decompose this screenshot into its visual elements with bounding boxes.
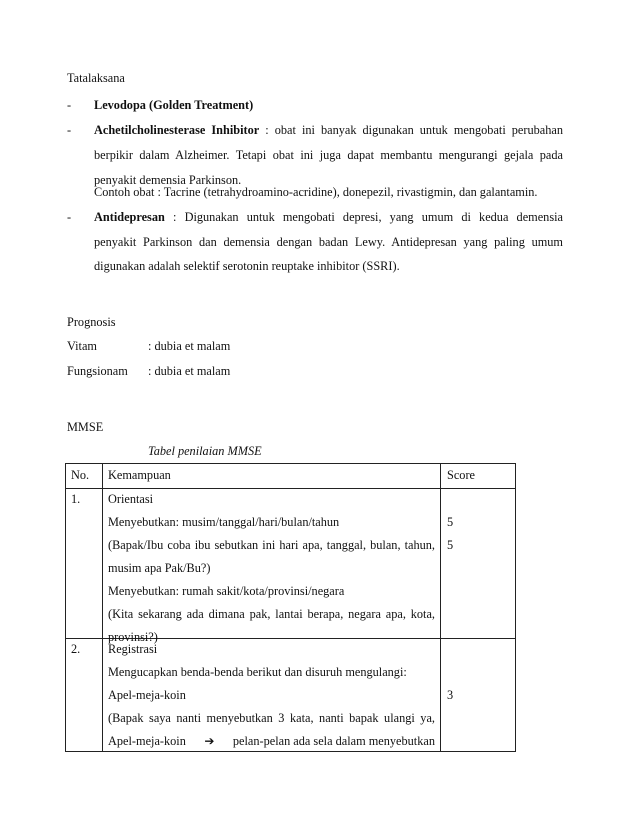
prognosis-fungsionam-value: : dubia et malam [148,364,231,378]
ache-inhibitor-label: Achetilcholinesterase Inhibitor [94,123,260,137]
antidepresan-line2: penyakit Parkinson dan demensia dengan badan Lewy. Antidepresan yang paling umum [94,235,563,249]
antidepresan-label: Antidepresan [94,210,165,224]
prognosis-vitam-label: Vitam [67,339,97,353]
mmse-heading: MMSE [67,420,104,434]
prognosis-vitam-value: : dubia et malam [148,339,231,353]
antidepresan-desc: : Digunakan untuk mengobati depresi, yang umum di kedua demensia [173,210,563,224]
row1-score-cell [441,489,516,639]
registrasi-l4: (Bapak saya nanti menyebutkan 3 kata, nanti bapak ulangi ya, [108,711,435,725]
bullet-dash: - [67,98,72,112]
orientasi-l4: musim apa Pak/Bu?) [108,561,211,575]
prognosis-fungsionam-label: Fungsionam [67,364,128,378]
registrasi-l5-end: pelan-pelan ada sela dalam menyebutkan [232,734,435,748]
header-kemampuan [103,464,441,489]
orientasi-l3: (Bapak/Ibu coba ibu sebutkan ini hari apa, tanggal, bulan, tahun, [108,538,435,552]
row2-score-cell [441,639,516,752]
ache-inhibitor-desc: : obat ini banyak digunakan untuk mengobati perubahan [265,123,563,137]
ache-inhibitor-example: Contoh obat : Tacrine (tetrahydroamino-acridine), donepezil, rivastigmin, dan galantamin. [94,185,538,199]
orientasi-l5: Menyebutkan: rumah sakit/kota/provinsi/negara [108,584,345,598]
orientasi-l6: (Kita sekarang ada dimana pak, lantai berapa, negara apa, kota, [108,607,435,621]
registrasi-l5-start: Apel-meja-koin [108,734,186,748]
bullet-dash: - [67,210,72,224]
registrasi-l3: Apel-meja-koin [108,688,186,702]
mmse-table [65,463,516,752]
ache-inhibitor-line2: berpikir dalam Alzheimer. Tetapi obat ini juga dapat membantu mengurangi gejala pada [94,148,563,162]
header-no [66,464,103,489]
bullet-dash: - [67,123,72,137]
header-score [441,464,516,489]
orientasi-l7: provinsi?) [108,630,158,644]
table-row [66,639,516,752]
levodopa-item: Levodopa (Golden Treatment) [94,98,254,112]
header-no-label: No. [71,468,90,482]
tatalaksana-heading: Tatalaksana [67,71,125,85]
ache-inhibitor-line1 [94,124,563,136]
orientasi-l2: Menyebutkan: musim/tanggal/hari/bulan/tahun [108,515,340,529]
header-kemampuan-label: Kemampuan [108,468,171,482]
registrasi-l2: Mengucapkan benda-benda berikut dan disuruh mengulangi: [108,665,407,679]
prognosis-heading: Prognosis [67,315,116,329]
row1-no-cell [66,489,103,639]
row1-kemampuan-cell [103,489,441,644]
table-header-row [66,464,516,489]
registrasi-l5 [108,735,435,747]
registrasi-title: Registrasi [108,642,158,656]
orientasi-title: Orientasi [108,492,154,506]
row2-no-cell [66,639,103,752]
antidepresan-line3: digunakan adalah selektif serotonin reuptake inhibitor (SSRI). [94,259,400,273]
table-row [66,489,516,639]
row2-kemampuan-cell [103,639,441,752]
registrasi-score: 3 [447,688,454,702]
antidepresan-line1 [94,211,563,223]
row1-no: 1. [71,492,81,506]
orientasi-score-1: 5 [447,515,454,529]
header-score-label: Score [447,468,475,482]
row2-no: 2. [71,642,81,656]
orientasi-score-2: 5 [447,538,454,552]
mmse-table-caption: Tabel penilaian MMSE [148,444,262,458]
right-arrow-icon: ➔ [204,734,215,748]
ache-inhibitor-line3: penyakit demensia Parkinson. [94,173,242,187]
